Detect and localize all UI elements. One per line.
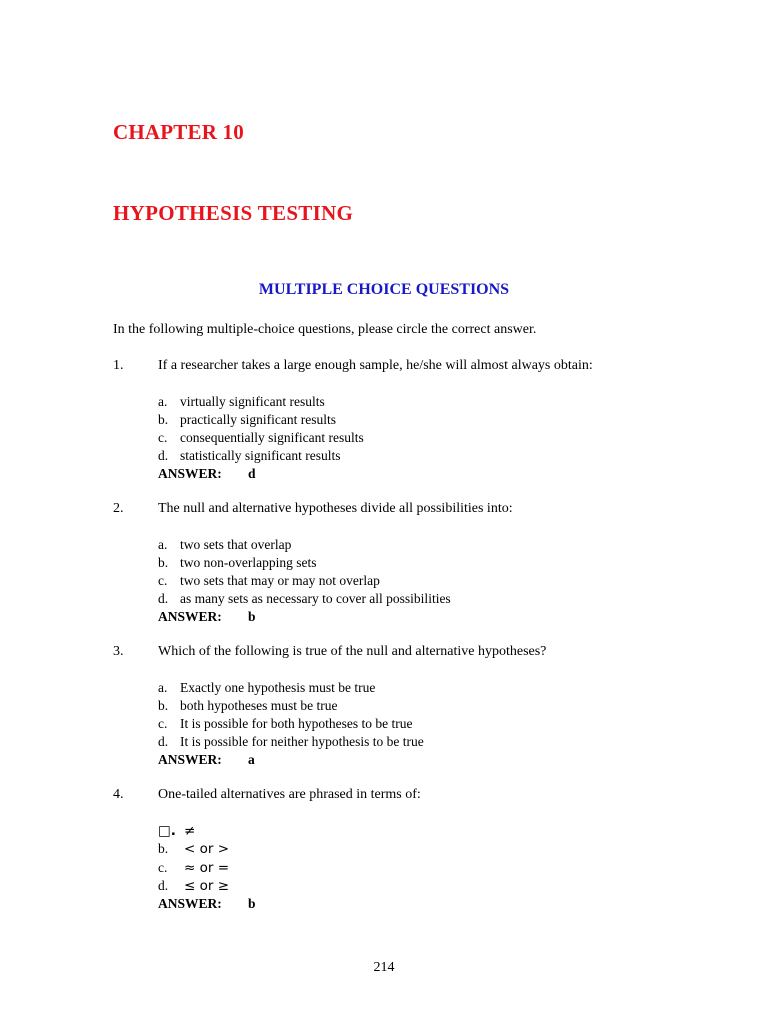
option-letter: □. — [158, 823, 176, 839]
option-text: two sets that may or may not overlap — [180, 573, 380, 588]
option-c — [158, 573, 380, 589]
chapter-title: HYPOTHESIS TESTING — [113, 201, 354, 225]
option-letter: d. — [158, 591, 169, 606]
option-b — [158, 698, 337, 714]
option-a — [158, 823, 195, 839]
answer-label: ANSWER: — [158, 752, 222, 767]
section-heading: MULTIPLE CHOICE QUESTIONS — [258, 281, 510, 298]
option-d — [158, 591, 451, 607]
option-letter: b. — [158, 698, 169, 713]
option-text: It is possible for both hypotheses to be true — [180, 716, 413, 731]
option-d — [158, 734, 424, 750]
option-b — [158, 412, 336, 428]
option-d — [158, 878, 229, 894]
question-text: One-tailed alternatives are phrased in terms of: — [158, 787, 421, 802]
option-letter: d. — [158, 448, 169, 463]
option-c — [158, 716, 412, 732]
answer-label: ANSWER: — [158, 896, 222, 911]
option-text: ≤ or ≥ — [184, 878, 230, 894]
option-text: practically significant results — [180, 412, 336, 427]
option-text: virtually significant results — [180, 394, 325, 409]
option-d — [158, 448, 340, 464]
page-number: 214 — [373, 960, 395, 975]
answer-label: ANSWER: — [158, 609, 222, 624]
question-text: If a researcher takes a large enough sample, he/she will almost always obtain: — [158, 358, 593, 373]
option-text: ≠ — [184, 823, 196, 839]
question-number: 3. — [113, 644, 124, 659]
answer-line — [158, 752, 255, 768]
option-letter: c. — [158, 430, 168, 445]
answer-value: b — [248, 896, 256, 911]
option-letter: b. — [158, 555, 169, 570]
option-text: Exactly one hypothesis must be true — [180, 680, 376, 695]
option-letter: d. — [158, 878, 169, 893]
option-a — [158, 537, 291, 553]
option-text: two non-overlapping sets — [180, 555, 317, 570]
option-text: statistically significant results — [180, 448, 341, 463]
option-letter: c. — [158, 573, 168, 588]
option-text: two sets that overlap — [180, 537, 292, 552]
option-letter: a. — [158, 537, 168, 552]
answer-value: d — [248, 466, 256, 481]
option-a — [158, 680, 375, 696]
option-letter: c. — [158, 860, 168, 875]
option-b — [158, 841, 229, 857]
option-letter: b. — [158, 412, 169, 427]
chapter-heading: CHAPTER 10 — [113, 120, 244, 144]
option-letter: c. — [158, 716, 168, 731]
question-number: 4. — [113, 787, 124, 802]
question-text: The null and alternative hypotheses divide all possibilities into: — [158, 501, 513, 516]
option-text: < or > — [184, 841, 230, 857]
option-text: both hypotheses must be true — [180, 698, 338, 713]
answer-value: a — [248, 752, 255, 767]
question-number: 1. — [113, 358, 124, 373]
option-c — [158, 430, 364, 446]
answer-line — [158, 609, 256, 625]
option-text: consequentially significant results — [180, 430, 364, 445]
answer-label: ANSWER: — [158, 466, 222, 481]
option-letter: b. — [158, 841, 169, 856]
option-letter: a. — [158, 680, 168, 695]
question-text: Which of the following is true of the null and alternative hypotheses? — [158, 644, 547, 659]
option-c — [158, 860, 229, 876]
option-b — [158, 555, 316, 571]
question-number: 2. — [113, 501, 124, 516]
option-letter: a. — [158, 394, 168, 409]
answer-value: b — [248, 609, 256, 624]
answer-line — [158, 466, 256, 482]
option-text: ≈ or = — [184, 860, 230, 876]
instructions-text: In the following multiple-choice questions, please circle the correct answer. — [113, 322, 537, 337]
option-text: It is possible for neither hypothesis to be true — [180, 734, 424, 749]
option-text: as many sets as necessary to cover all possibilities — [180, 591, 451, 606]
answer-line — [158, 896, 256, 912]
option-letter: d. — [158, 734, 169, 749]
option-a — [158, 394, 325, 410]
